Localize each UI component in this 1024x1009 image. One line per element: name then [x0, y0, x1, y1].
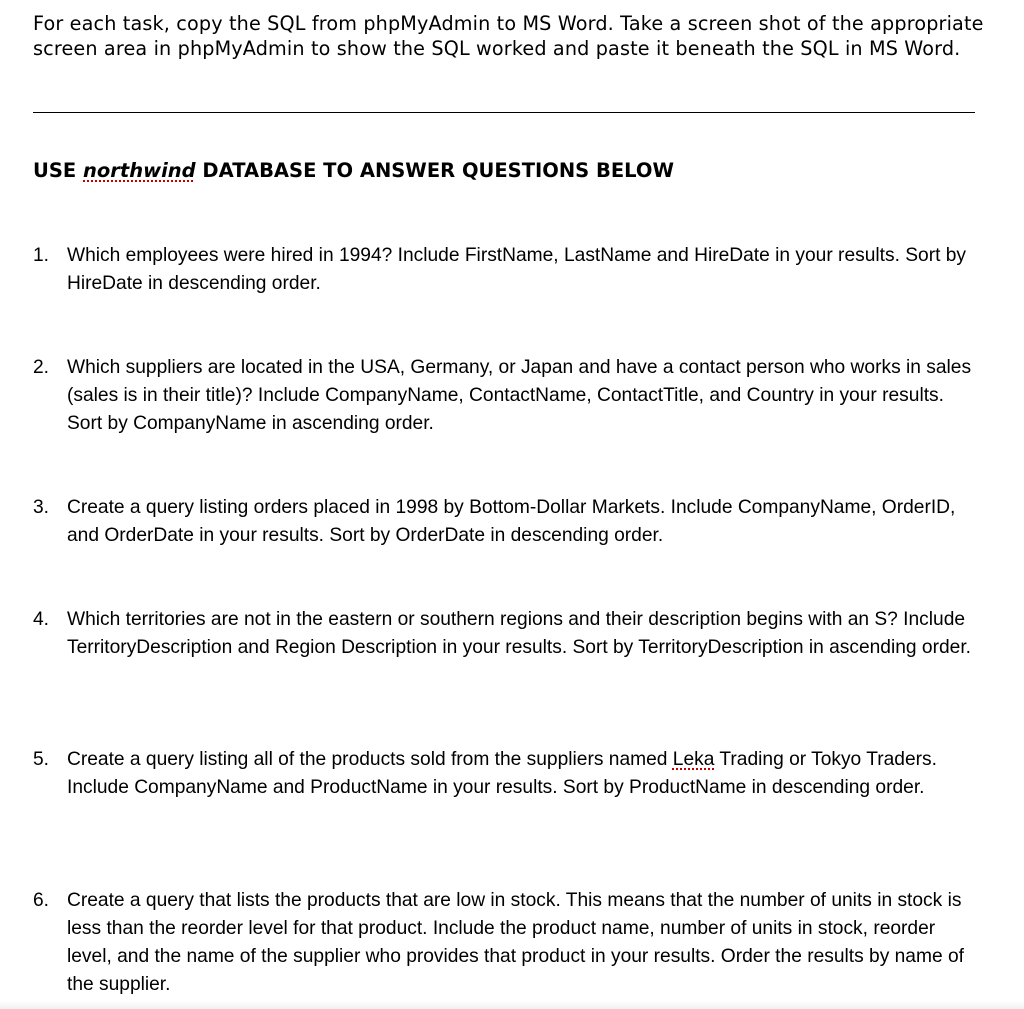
question-number: 1. [33, 245, 50, 266]
heading-suffix: DATABASE TO ANSWER QUESTIONS BELOW [195, 159, 674, 182]
question-text-part: Create a query listing all of the products sold from the suppliers named [67, 749, 673, 770]
question-text: Which employees were hired in 1994? Include FirstName, LastName and HireDate in your results. Sort by HireDate in descending order. [67, 245, 967, 294]
question-1 [33, 242, 973, 298]
section-heading [33, 157, 674, 185]
question-number: 5. [33, 749, 50, 770]
question-text: Create a query that lists the products that are low in stock. This means that the number of units in stock is less than the reorder level for that product. Include the product name, number of units in stock, reorder level, and the name of the supplier who provides that product in your results. Order the results by name of the supplier. [67, 890, 964, 995]
question-text [67, 746, 973, 802]
question-4 [33, 606, 973, 662]
question-number: 4. [33, 609, 50, 630]
question-3 [33, 494, 973, 550]
question-number: 3. [33, 497, 50, 518]
question-number: 2. [33, 357, 50, 378]
heading-prefix: USE [33, 159, 83, 182]
instructions-paragraph: For each task, copy the SQL from phpMyAdmin to MS Word. Take a screen shot of the appropriate screen area in phpMyAdmin to show the SQL worked and paste it beneath the SQL in MS Word. [33, 12, 984, 60]
question-text: Which suppliers are located in the USA, Germany, or Japan and have a contact person who works in sales (sales is in their title)? Include CompanyName, ContactName, ContactTitle, and Country in your results. Sort by CompanyName in ascending order. [67, 357, 972, 434]
question-text: Which territories are not in the eastern or southern regions and their description begins with an S? Include TerritoryDescription and Region Description in your results. Sort by TerritoryDescription in ascending order. [67, 609, 971, 658]
database-name: northwind [83, 159, 196, 182]
horizontal-rule [33, 112, 975, 113]
question-6 [33, 887, 973, 999]
question-text: Create a query listing orders placed in 1998 by Bottom-Dollar Markets. Include CompanyName, OrderID, and OrderDate in your results. Sort by OrderDate in descending order. [67, 497, 956, 546]
flagged-word: Leka [672, 749, 715, 770]
page-edge-shadow [0, 1001, 1024, 1009]
question-2 [33, 354, 973, 438]
question-text-part: Trading or Tokyo Traders. Include CompanyName and ProductName in your results. Sort by ProductName in descending order. [67, 749, 937, 798]
question-5 [33, 746, 973, 802]
question-number: 6. [33, 890, 50, 911]
